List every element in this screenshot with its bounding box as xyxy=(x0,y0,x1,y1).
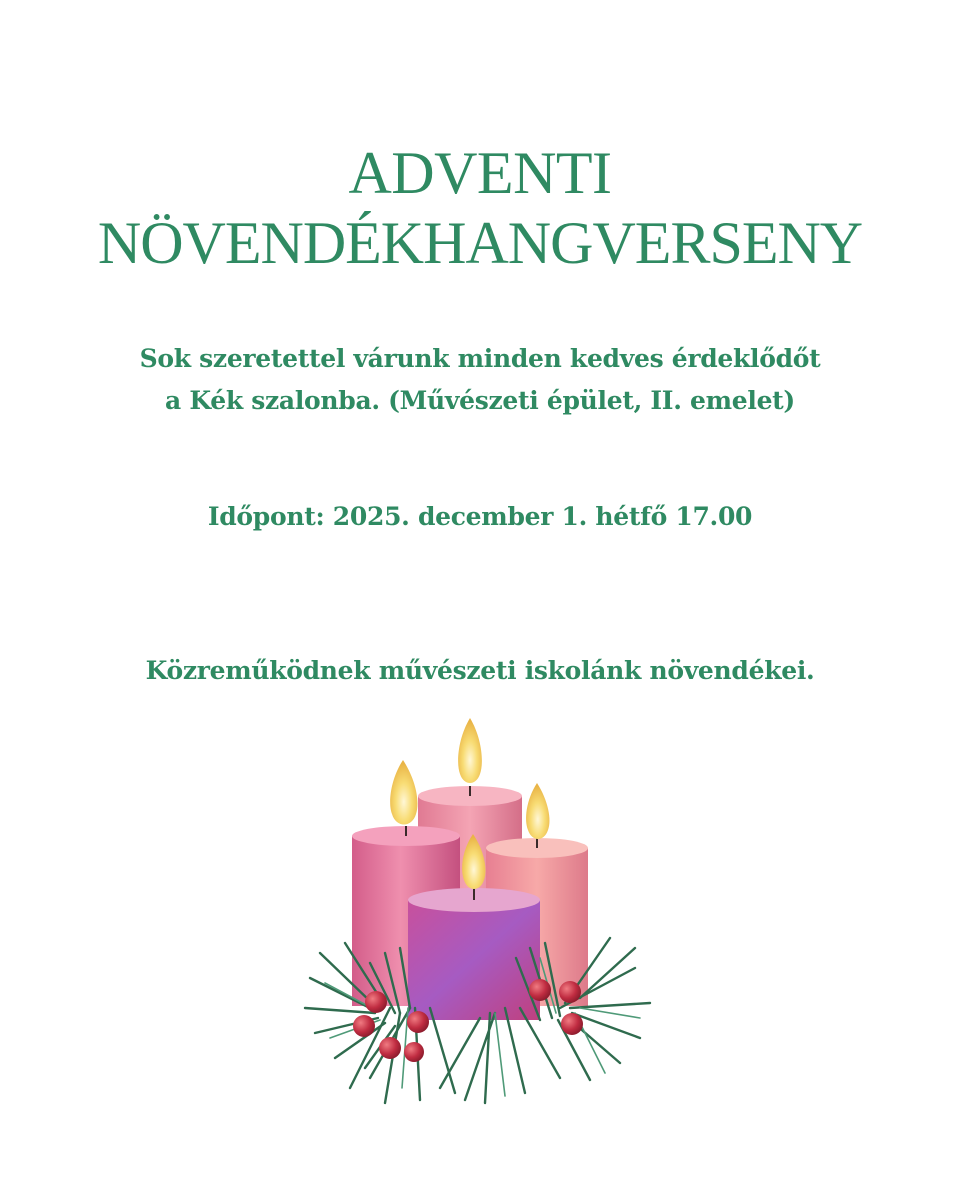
poster-title-line-1: ADVENTI xyxy=(348,140,612,206)
invitation-line-2: a Kék szalonba. (Művészeti épület, II. emelet) xyxy=(165,386,795,415)
poster-title-line-2: NÖVENDÉKHANGVERSENY xyxy=(97,210,863,276)
performers-note: Közreműködnek művészeti iskolánk növendékei. xyxy=(145,656,815,685)
invitation-line-1: Sok szeretettel várunk minden kedves érdeklődőt xyxy=(139,344,821,373)
event-time: Időpont: 2025. december 1. hétfő 17.00 xyxy=(207,502,753,531)
advent-candles-wreath-icon xyxy=(290,708,670,1118)
